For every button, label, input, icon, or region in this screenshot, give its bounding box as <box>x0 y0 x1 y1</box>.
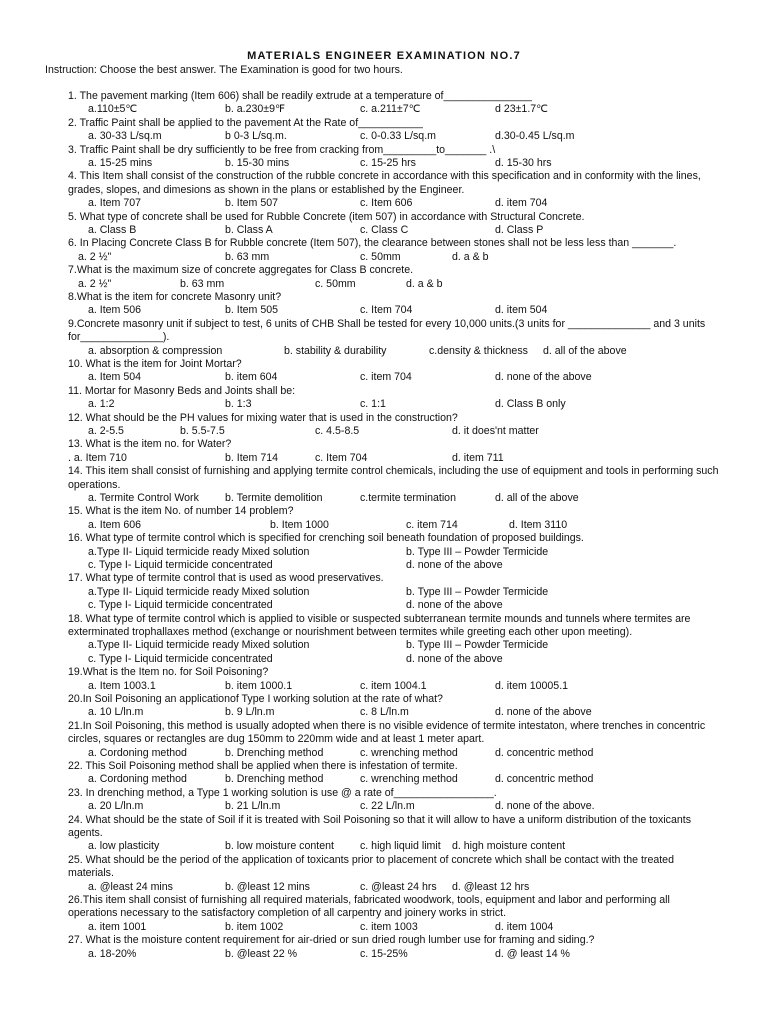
answer-option[interactable]: d. none of the above <box>495 371 592 384</box>
answer-option[interactable]: b. low moisture content <box>225 840 334 853</box>
answer-option[interactable]: d. concentric method <box>495 746 594 759</box>
question-stem: 1. The pavement marking (Item 606) shall be readily extrude at a temperature of_______________ <box>68 90 532 102</box>
answer-option[interactable]: d. item 711 <box>452 451 504 464</box>
question-item <box>68 438 720 465</box>
answer-option[interactable]: c. 4.5-8.5 <box>315 424 360 437</box>
question-item <box>68 613 720 667</box>
answer-option[interactable]: a. 30-33 L/sq.m <box>88 130 162 143</box>
answer-option[interactable]: b. @least 22 % <box>225 947 297 960</box>
answer-option[interactable]: d. none of the above <box>406 652 503 665</box>
answer-option[interactable]: a. 2 ½" <box>78 250 112 263</box>
question-stem: 16. What type of termite control which is specified for crenching soil beneath foundation of proposed buildings. <box>68 532 584 545</box>
answer-option[interactable]: a. 2-5.5 <box>88 424 124 437</box>
answer-option[interactable]: a. Item 707 <box>88 197 141 210</box>
question-item <box>68 237 720 264</box>
answer-option[interactable]: d. high moisture content <box>452 840 566 853</box>
answer-options <box>68 492 720 505</box>
question-stem: 3. Traffic Paint shall be dry sufficiently to be free from cracking from_________to_______ .\ <box>68 143 496 156</box>
question-item <box>68 170 720 210</box>
answer-options <box>68 921 720 934</box>
answer-option[interactable]: c. item 1003 <box>360 920 418 933</box>
question-stem: 8.What is the item for concrete Masonry unit? <box>68 290 282 303</box>
question-item <box>68 693 720 720</box>
answer-option[interactable]: d. Class P <box>495 224 544 236</box>
answer-option[interactable]: a. 10 L/ln.m <box>88 706 144 719</box>
answer-option[interactable]: d. @ least 14 % <box>495 947 570 960</box>
answer-option[interactable]: d. concentric method <box>495 773 594 786</box>
answer-option[interactable]: c. Class C <box>360 224 409 236</box>
answer-options <box>68 197 720 210</box>
answer-option[interactable]: . a. Item 710 <box>68 451 127 464</box>
page-title: MATERIALS ENGINEER EXAMINATION NO.7 <box>247 50 521 62</box>
answer-option[interactable]: b. 5.5-7.5 <box>180 424 225 437</box>
answer-option[interactable]: c. Type I- Liquid termicide concentrated <box>88 558 273 571</box>
answer-options <box>68 425 720 438</box>
answer-options <box>68 680 720 693</box>
answer-option[interactable]: d. item 1004 <box>495 920 554 933</box>
answer-option[interactable]: a.Type II- Liquid termicide ready Mixed solution <box>88 585 310 598</box>
answer-options <box>68 251 720 264</box>
question-stem: 6. In Placing Concrete Class B for Rubble concrete (Item 507), the clearance between stones shall not be less less than _______. <box>68 237 677 250</box>
question-item <box>68 760 720 787</box>
answer-option[interactable]: c. a.211±7℃ <box>360 103 421 116</box>
answer-options <box>68 278 720 291</box>
answer-option[interactable]: d. none of the above <box>406 558 503 571</box>
answer-option[interactable]: c. item 714 <box>406 518 458 531</box>
answer-option[interactable]: b. Class A <box>225 224 273 236</box>
question-stem: 19.What is the Item no. for Soil Poisoning? <box>68 666 269 679</box>
answer-option[interactable]: d.30-0.45 L/sq.m <box>495 130 575 143</box>
question-item <box>68 787 720 814</box>
answer-options <box>68 881 720 894</box>
answer-option[interactable]: c. wrenching method <box>360 773 458 786</box>
question-stem: 26.This item shall consist of furnishing all required materials, fabricated woodwork, tools, equipment and labor and performing all operations necessary to the satisfactory completion of all carpentry and joinery works in strict. <box>68 893 670 920</box>
answer-options <box>68 103 720 116</box>
answer-option[interactable]: c.termite termination <box>360 491 456 504</box>
instruction-text: Instruction: Choose the best answer. The Examination is good for two hours. <box>45 64 403 76</box>
answer-option[interactable]: b. 21 L/ln.m <box>225 800 281 813</box>
answer-option[interactable]: d. @least 12 hrs <box>452 880 530 893</box>
answer-option[interactable]: d 23±1.7℃ <box>495 103 549 116</box>
answer-option[interactable]: b. 63 mm <box>180 277 225 290</box>
answer-options <box>68 773 720 786</box>
answer-option[interactable]: a. 18-20% <box>88 947 137 960</box>
question-stem: 2. Traffic Paint shall be applied to the pavement At the Rate of___________ <box>68 116 423 129</box>
question-item <box>68 144 720 171</box>
answer-option[interactable]: b. Type III – Powder Termicide <box>406 639 549 652</box>
answer-options <box>68 371 720 384</box>
answer-option[interactable]: c. 15-25% <box>360 947 408 960</box>
answer-option[interactable]: d. item 504 <box>495 304 548 317</box>
answer-options <box>68 130 720 143</box>
answer-options <box>68 398 720 411</box>
answer-option[interactable]: b. 15-30 mins <box>225 157 290 169</box>
answer-option[interactable]: a. low plasticity <box>88 840 160 853</box>
question-stem: 25. What should be the period of the application of toxicants prior to placement of concrete which shall be contact with the treated materials. <box>68 853 674 880</box>
answer-option[interactable]: a. Termite Control Work <box>88 491 199 504</box>
question-item <box>68 412 720 439</box>
answer-option[interactable]: b. Item 505 <box>225 304 278 317</box>
answer-option[interactable]: a. 2 ½" <box>78 277 112 290</box>
answer-option[interactable]: d. Class B only <box>495 398 566 411</box>
answer-option[interactable]: b. Type III – Powder Termicide <box>406 545 549 558</box>
answer-options <box>68 747 720 760</box>
answer-option[interactable]: a. Item 504 <box>88 371 141 384</box>
answer-option[interactable]: b. Item 714 <box>225 451 278 464</box>
answer-option[interactable]: c. 8 L/ln.m <box>360 706 409 719</box>
answer-option[interactable]: c. @least 24 hrs <box>360 880 437 893</box>
answer-option[interactable]: d. none of the above <box>406 599 503 612</box>
question-list <box>68 90 720 961</box>
question-stem: 11. Mortar for Masonry Beds and Joints shall be: <box>68 384 296 397</box>
answer-options <box>68 452 720 465</box>
answer-option[interactable]: a. Item 1003.1 <box>88 679 156 692</box>
answer-option[interactable]: b. item 604 <box>225 371 278 384</box>
answer-options <box>68 586 720 613</box>
answer-option[interactable]: d. it does'nt matter <box>452 424 539 437</box>
question-item <box>68 264 720 291</box>
answer-option[interactable]: b. Item 507 <box>225 197 278 210</box>
answer-option[interactable]: b. @least 12 mins <box>225 880 310 893</box>
question-item <box>68 211 720 238</box>
answer-option[interactable]: d. 15-30 hrs <box>495 157 552 169</box>
answer-option[interactable]: a. 20 L/ln.m <box>88 800 144 813</box>
answer-option[interactable]: a. Cordoning method <box>88 746 187 759</box>
question-item <box>68 318 720 358</box>
question-item <box>68 291 720 318</box>
answer-option[interactable]: b. 63 mm <box>225 250 270 263</box>
question-stem: 4. This Item shall consist of the construction of the rubble concrete in accordance with this specification and in conformity with the lines, grades, slopes, and dimesions as shown in the plans or established by the Engineer. <box>68 170 701 196</box>
question-stem: 12. What should be the PH values for mixing water that is used in the construction? <box>68 411 458 424</box>
question-item <box>68 385 720 412</box>
answer-option[interactable]: c. high liquid limit <box>360 840 441 853</box>
answer-option[interactable]: a. 1:2 <box>88 398 115 411</box>
question-item <box>68 117 720 144</box>
answer-option[interactable]: a. Class B <box>88 224 137 236</box>
answer-option[interactable]: b. 1:3 <box>225 398 252 411</box>
answer-option[interactable]: d. Item 3110 <box>509 518 568 531</box>
answer-option[interactable]: d. none of the above. <box>495 800 595 813</box>
answer-options <box>68 345 720 358</box>
answer-option[interactable]: c. wrenching method <box>360 746 458 759</box>
question-item <box>68 505 720 532</box>
answer-option[interactable]: b. stability & durability <box>284 344 387 357</box>
answer-option[interactable]: d. a & b <box>452 250 489 263</box>
answer-option[interactable]: b. Drenching method <box>225 746 324 759</box>
question-item <box>68 572 720 612</box>
answer-option[interactable]: c. item 1004.1 <box>360 679 427 692</box>
question-stem: 24. What should be the state of Soil if it is treated with Soil Poisoning so that it will allow to have a uniform distribution of the toxicants agents. <box>68 813 692 839</box>
answer-option[interactable]: a.Type II- Liquid termicide ready Mixed solution <box>88 545 310 558</box>
question-item <box>68 934 720 961</box>
question-stem: 15. What is the item No. of number 14 problem? <box>68 505 294 518</box>
answer-option[interactable]: d. all of the above <box>495 491 579 504</box>
answer-option[interactable]: c. item 704 <box>360 371 412 384</box>
answer-options <box>68 948 720 961</box>
question-stem: 22. This Soil Poisoning method shall be applied when there is infestation of termite. <box>68 759 458 772</box>
answer-option[interactable]: c. Type I- Liquid termicide concentrated <box>88 599 273 612</box>
answer-option[interactable]: c. 22 L/ln.m <box>360 800 415 813</box>
question-stem: 27. What is the moisture content requirement for air-dried or sun dried rough lumber use for framing and siding.? <box>68 934 595 947</box>
answer-options <box>68 639 720 666</box>
answer-option[interactable]: b. Drenching method <box>225 773 324 786</box>
answer-option[interactable]: a. Item 606 <box>88 518 141 531</box>
answer-options <box>68 157 720 170</box>
answer-option[interactable]: a.Type II- Liquid termicide ready Mixed solution <box>88 639 310 652</box>
answer-option[interactable]: b. item 1000.1 <box>225 679 293 692</box>
question-stem: 21.In Soil Poisoning, this method is usually adopted when there is no visible evidence of termite intestaton, where trenches in concentric circles, squares or rectangles are dug 150mm to 220mm wide and at least 1 meter apart. <box>68 719 706 746</box>
question-stem: 5. What type of concrete shall be used for Rubble Concrete (item 507) in accordance with Structural Concrete. <box>68 210 585 223</box>
question-stem: 14. This item shall consist of furnishing and applying termite control chemicals, including the use of equipment and tools in performing such operations. <box>68 465 719 491</box>
answer-option[interactable]: c. Item 704 <box>360 304 413 317</box>
question-item <box>68 854 720 894</box>
answer-option[interactable]: c. Item 704 <box>315 451 368 464</box>
answer-option[interactable]: c. Item 606 <box>360 197 413 210</box>
question-stem: 20.In Soil Poisoning an applicationof Type I working solution at the rate of what? <box>68 692 443 705</box>
answer-option[interactable]: a. @least 24 mins <box>88 880 173 893</box>
answer-options <box>68 224 720 237</box>
answer-option[interactable]: d. a & b <box>406 277 443 290</box>
question-stem: 18. What type of termite control which is applied to visible or suspected subterranean termite mounds and tunnels where termites are exterminated trophallaxes method (exchange or nourishment between termites while greeting each other upon meeting). <box>68 612 691 638</box>
answer-option[interactable]: c. 50mm <box>315 277 356 290</box>
answer-options <box>68 840 720 853</box>
answer-option[interactable]: b. Item 1000 <box>270 518 329 531</box>
answer-option[interactable]: d. all of the above <box>543 344 627 357</box>
answer-option[interactable]: c.density & thickness <box>429 344 528 357</box>
question-item <box>68 90 720 117</box>
question-stem: 10. What is the item for Joint Mortar? <box>68 357 242 370</box>
answer-options <box>68 304 720 317</box>
answer-option[interactable]: b. a.230±9℉ <box>225 103 286 116</box>
answer-option[interactable]: b. Type III – Powder Termicide <box>406 585 549 598</box>
answer-option[interactable]: d. item 10005.1 <box>495 679 569 692</box>
answer-option[interactable]: c. Type I- Liquid termicide concentrated <box>88 652 273 665</box>
answer-option[interactable]: c. 1:1 <box>360 398 386 411</box>
question-stem: 7.What is the maximum size of concrete aggregates for Class B concrete. <box>68 264 414 277</box>
question-item <box>68 814 720 854</box>
question-item <box>68 532 720 572</box>
answer-option[interactable]: a. item 1001 <box>88 920 147 933</box>
answer-option[interactable]: d. item 704 <box>495 197 548 210</box>
answer-options <box>68 706 720 719</box>
question-stem: 9.Concrete masonry unit if subject to test, 6 units of CHB Shall be tested for every 10,000 units.(3 units for ______________ and 3 units for______________). <box>68 317 706 344</box>
answer-option[interactable]: a. absorption & compression <box>88 344 223 357</box>
answer-option[interactable]: b. item 1002 <box>225 920 284 933</box>
question-item <box>68 465 720 505</box>
answer-option[interactable]: c. 15-25 hrs <box>360 157 416 169</box>
answer-option[interactable]: d. none of the above <box>495 706 592 719</box>
question-item <box>68 666 720 693</box>
answer-options <box>68 800 720 813</box>
question-stem: 13. What is the item no. for Water? <box>68 438 232 451</box>
answer-option[interactable]: c. 50mm <box>360 250 401 263</box>
answer-option[interactable]: a. Cordoning method <box>88 773 187 786</box>
question-item <box>68 720 720 760</box>
answer-options <box>68 546 720 573</box>
answer-option[interactable]: a. 15-25 mins <box>88 157 153 169</box>
answer-option[interactable]: b. Termite demolition <box>225 491 323 504</box>
question-item <box>68 894 720 934</box>
answer-option[interactable]: a. Item 506 <box>88 304 141 317</box>
answer-option[interactable]: c. 0-0.33 L/sq.m <box>360 130 436 143</box>
answer-options <box>68 519 720 532</box>
answer-option[interactable]: a.110±5℃ <box>88 103 138 116</box>
question-item <box>68 358 720 385</box>
question-stem: 23. In drenching method, a Type 1 working solution is use @ a rate of_________________. <box>68 786 497 799</box>
question-stem: 17. What type of termite control that is used as wood preservatives. <box>68 572 384 585</box>
answer-option[interactable]: b 0-3 L/sq.m. <box>225 130 287 143</box>
answer-option[interactable]: b. 9 L/ln.m <box>225 706 275 719</box>
